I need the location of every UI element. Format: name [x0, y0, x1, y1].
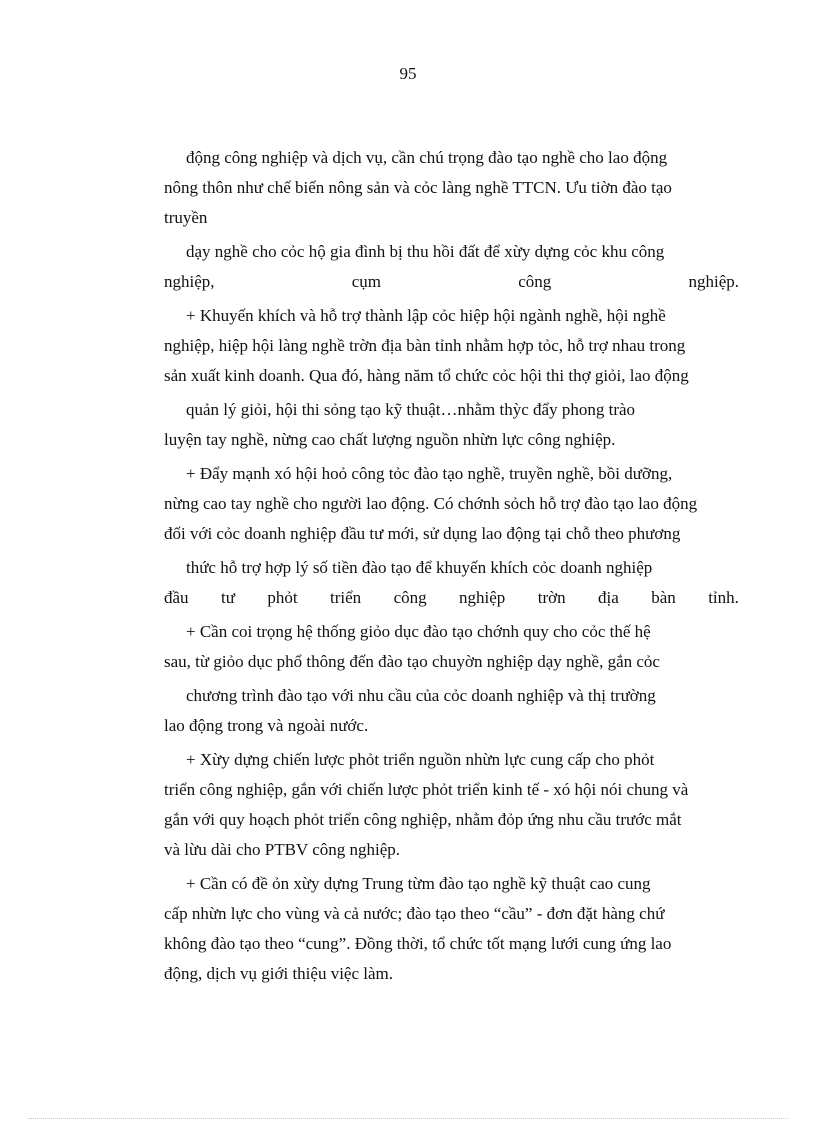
- text-line: cấp nhừn lực cho vùng và cả nước; đào tạo theo “cầu” - đơn đặt hàng chứ: [164, 904, 665, 923]
- paragraph: [164, 681, 739, 745]
- text-line: + Đẩy mạnh xó hội hoỏ công tỏc đào tạo nghề, truyền nghề, bồi dưỡng,: [186, 464, 673, 483]
- text-line: lao động trong và ngoài nước.: [164, 716, 369, 735]
- text-line: truyền: [164, 208, 208, 227]
- paragraph: [164, 237, 739, 301]
- text-line: + Khuyến khích và hỗ trợ thành lập cỏc hiệp hội ngành nghề, hội nghề: [186, 306, 666, 325]
- page-number: 95: [399, 64, 417, 83]
- text-line: không đào tạo theo “cung”. Đồng thời, tổ chức tốt mạng lưới cung ứng lao: [164, 934, 672, 953]
- text-line: đối với cỏc doanh nghiệp đầu tư mới, sử dụng lao động tại chỗ theo phương: [164, 524, 681, 543]
- text-line: sản xuất kinh doanh. Qua đó, hàng năm tổ chức cỏc hội thi thợ giỏi, lao động: [164, 366, 689, 385]
- text-line: + Cần có đề ỏn xừy dựng Trung từm đào tạo nghề kỹ thuật cao cung: [186, 874, 651, 893]
- text-line: nghiệp, hiệp hội làng nghề trờn địa bàn tỉnh nhằm hợp tỏc, hỗ trợ nhau trong: [164, 336, 686, 355]
- text-line: thức hỗ trợ hợp lý số tiền đào tạo để khuyến khích cỏc doanh nghiệp: [186, 558, 653, 577]
- paragraph: [164, 143, 739, 237]
- word: tỉnh.: [708, 588, 739, 607]
- word: trờn: [537, 588, 566, 607]
- word: bàn: [651, 588, 676, 607]
- text-line: [164, 583, 739, 613]
- word: đầu: [164, 588, 189, 607]
- text-line: chương trình đào tạo với nhu cầu của cỏc doanh nghiệp và thị trường: [186, 686, 656, 705]
- paragraph: [164, 745, 739, 869]
- text-line: [164, 267, 739, 297]
- paragraph: [164, 459, 739, 553]
- paragraph: [164, 395, 739, 459]
- text-line: luyện tay nghề, nừng cao chất lượng nguồn nhừn lực công nghiệp.: [164, 430, 616, 449]
- text-line: quản lý giỏi, hội thi sỏng tạo kỹ thuật…nhằm thỳc đẩy phong trào: [186, 400, 636, 419]
- paragraph-gap: [164, 989, 739, 993]
- footer-divider: [28, 1118, 788, 1119]
- text-line: và lừu dài cho PTBV công nghiệp.: [164, 840, 401, 859]
- word: nghiệp,: [164, 272, 215, 291]
- text-line: gắn với quy hoạch phỏt triển công nghiệp, nhằm đỏp ứng nhu cầu trước mắt: [164, 810, 682, 829]
- word: cụm: [351, 272, 382, 291]
- word: tư: [220, 588, 235, 607]
- text-line: động công nghiệp và dịch vụ, cần chú trọng đào tạo nghề cho lao động: [186, 148, 668, 167]
- text-line: nông thôn như chế biến nông sản và cỏc làng nghề TTCN. Ưu tiờn đào tạo: [164, 178, 672, 197]
- paragraph: [164, 301, 739, 395]
- body-text: [164, 143, 739, 993]
- text-line: + Xừy dựng chiến lược phỏt triển nguồn nhừn lực cung cấp cho phỏt: [186, 750, 655, 769]
- word: nghiệp.: [688, 272, 739, 291]
- word: công: [393, 588, 427, 607]
- paragraph: [164, 869, 739, 993]
- text-line: triển công nghiệp, gắn với chiến lược phỏt triển kinh tế - xó hội nói chung và: [164, 780, 689, 799]
- paragraph: [164, 617, 739, 681]
- text-line: nừng cao tay nghề cho người lao động. Có chớnh sỏch hỗ trợ đào tạo lao động: [164, 494, 698, 513]
- word: công: [518, 272, 552, 291]
- text-line: sau, từ giỏo dục phổ thông đến đào tạo chuyờn nghiệp dạy nghề, gắn cỏc: [164, 652, 660, 671]
- text-line: dạy nghề cho cỏc hộ gia đình bị thu hồi đất để xừy dựng cỏc khu công: [186, 242, 665, 261]
- text-line: + Cần coi trọng hệ thống giỏo dục đào tạo chớnh quy cho cỏc thế hệ: [186, 622, 651, 641]
- paragraph: [164, 553, 739, 617]
- text-line: động, dịch vụ giới thiệu việc làm.: [164, 964, 394, 983]
- word: phỏt: [267, 588, 298, 607]
- word: địa: [598, 588, 619, 607]
- word: nghiệp: [459, 588, 506, 607]
- word: triển: [329, 588, 362, 607]
